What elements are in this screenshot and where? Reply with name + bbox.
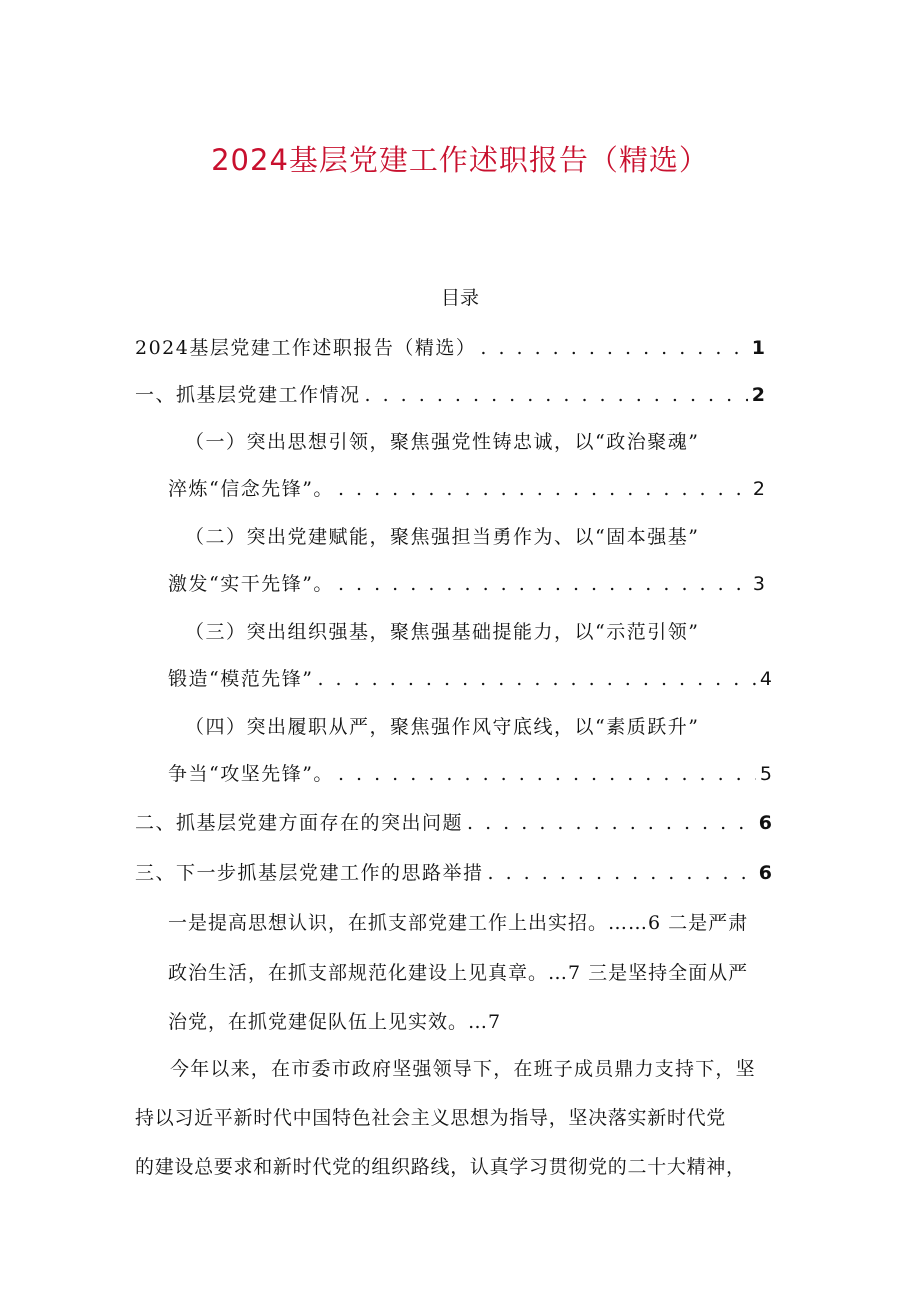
toc-sub-items-line[interactable]: 一是提高思想认识，在抓支部党建工作上出实招。……6 二是严肃 bbox=[168, 912, 749, 934]
toc-leader-dots bbox=[338, 478, 749, 500]
toc-entry-text-line2: 激发“实干先锋”。 bbox=[168, 573, 334, 595]
toc-entry-text: 一、抓基层党建工作情况 bbox=[135, 384, 361, 406]
toc-leader-dots bbox=[365, 384, 748, 406]
toc-page-number: 6 bbox=[758, 812, 772, 834]
toc-entry-text-line1[interactable]: （二）突出党建赋能，聚焦强担当勇作为、以“固本强基” bbox=[185, 526, 700, 548]
toc-leader-dots bbox=[488, 862, 755, 884]
toc-entry-text-line2: 锻造“模范先锋” bbox=[168, 668, 314, 690]
toc-entry-text-line2: 争当“攻坚先锋”。 bbox=[168, 763, 334, 785]
toc-page-number: 6 bbox=[758, 862, 772, 884]
body-paragraph-line: 的建设总要求和新时代党的组织路线，认真学习贯彻党的二十大精神， bbox=[135, 1156, 746, 1178]
toc-page-number: 1 bbox=[751, 337, 765, 359]
document-title: 2024基层党建工作述职报告（精选） bbox=[211, 143, 709, 177]
toc-entry[interactable] bbox=[168, 664, 772, 691]
body-paragraph-line: 持以习近平新时代中国特色社会主义思想为指导，坚决落实新时代党 bbox=[135, 1107, 727, 1129]
toc-leader-dots bbox=[317, 668, 755, 690]
toc-entry[interactable] bbox=[168, 759, 772, 786]
toc-entry-text-line1[interactable]: （三）突出组织强基，聚焦强基础提能力，以“示范引领” bbox=[185, 621, 700, 643]
toc-page-number: 2 bbox=[751, 384, 765, 406]
toc-entry-text-line1[interactable]: （一）突出思想引领，聚焦强党性铸忠诚，以“政治聚魂” bbox=[185, 431, 700, 453]
toc-leader-dots bbox=[467, 812, 755, 834]
toc-sub-items-line[interactable]: 政治生活，在抓支部规范化建设上见真章。…7 三是坚持全面从严 bbox=[168, 962, 749, 984]
toc-page-number: 5 bbox=[759, 763, 772, 785]
toc-page-number: 4 bbox=[759, 668, 772, 690]
toc-entry[interactable] bbox=[135, 858, 772, 885]
toc-entry-text-line2: 淬炼“信念先锋”。 bbox=[168, 478, 334, 500]
toc-entry[interactable] bbox=[135, 380, 765, 407]
toc-entry-text: 二、抓基层党建方面存在的突出问题 bbox=[135, 812, 464, 834]
toc-entry-text-line1[interactable]: （四）突出履职从严，聚焦强作风守底线，以“素质跃升” bbox=[185, 716, 700, 738]
body-paragraph-line: 今年以来，在市委市政府坚强领导下，在班子成员鼎力支持下，坚 bbox=[170, 1058, 756, 1080]
toc-entry-text: 2024基层党建工作述职报告（精选） bbox=[135, 337, 477, 359]
toc-leader-dots bbox=[338, 763, 756, 785]
toc-heading: 目录 bbox=[440, 287, 479, 309]
toc-page-number: 3 bbox=[752, 573, 765, 595]
toc-entry[interactable] bbox=[135, 333, 765, 360]
toc-entry[interactable] bbox=[168, 474, 765, 501]
toc-entry[interactable] bbox=[168, 569, 765, 596]
toc-leader-dots bbox=[480, 337, 747, 359]
toc-entry-text: 三、下一步抓基层党建工作的思路举措 bbox=[135, 862, 484, 884]
toc-leader-dots bbox=[338, 573, 749, 595]
toc-entry[interactable] bbox=[135, 808, 772, 835]
toc-page-number: 2 bbox=[752, 478, 765, 500]
toc-sub-items-line[interactable]: 治党，在抓党建促队伍上见实效。…7 bbox=[168, 1011, 502, 1033]
